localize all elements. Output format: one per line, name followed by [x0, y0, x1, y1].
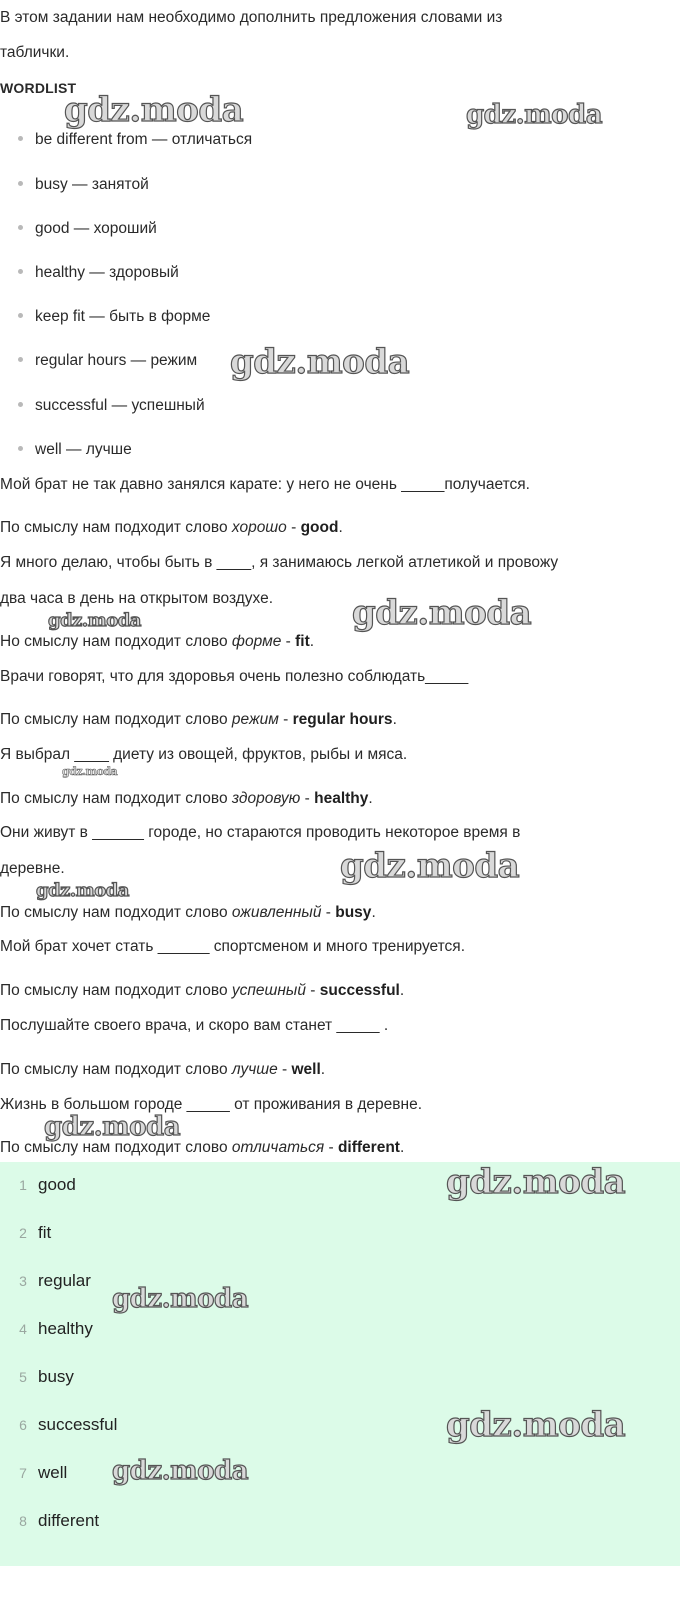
- watermark: gdz.moda: [64, 90, 244, 130]
- task-sentence: Я много делаю, чтобы быть в ____, я занимаюсь легкой атлетикой и провожу: [0, 554, 559, 571]
- task-sentence: Жизнь в большом городе _____ от проживания в деревне.: [0, 1096, 423, 1113]
- task-sentence: Мой брат хочет стать ______ спортсменом и много тренируется.: [0, 938, 465, 955]
- wordlist-item: keep fit — быть в форме: [18, 307, 210, 327]
- bullet-icon: [18, 357, 23, 362]
- answer-word: good: [38, 1175, 76, 1194]
- bullet-icon: [18, 136, 23, 141]
- watermark: gdz.moda: [446, 1162, 626, 1202]
- bullet-icon: [18, 225, 23, 230]
- answer-word: successful: [38, 1415, 118, 1434]
- bullet-icon: [18, 402, 23, 407]
- task-sentence: деревне.: [0, 860, 65, 877]
- task-sentence: Они живут в ______ городе, но стараются проводить некоторое время в: [0, 824, 521, 841]
- answer-number: 7: [19, 1465, 27, 1481]
- answer-number: 5: [19, 1369, 27, 1385]
- task-sentence: два часа в день на открытом воздухе.: [0, 590, 274, 607]
- watermark: gdz.moda: [112, 1284, 249, 1314]
- answer-number: 8: [19, 1513, 27, 1529]
- task-answer: По смыслу нам подходит слово оживленный - busy.: [0, 904, 376, 921]
- answer-word: different: [38, 1511, 100, 1530]
- answer-word: fit: [38, 1223, 52, 1242]
- watermark: gdz.moda: [230, 342, 410, 382]
- intro-line-1: В этом задании нам необходимо дополнить предложения словами из: [0, 9, 503, 26]
- answer-word: busy: [38, 1367, 74, 1386]
- answer-number: 6: [19, 1417, 27, 1433]
- task-sentence: Врачи говорят, что для здоровья очень полезно соблюдать_____: [0, 668, 469, 685]
- watermark: gdz.moda: [446, 1405, 626, 1445]
- task-answer: Но смыслу нам подходит слово форме - fit.: [0, 633, 315, 650]
- wordlist-item: successful — успешный: [18, 396, 205, 416]
- wordlist-item: be different from — отличаться: [18, 130, 252, 150]
- watermark: gdz.moda: [44, 1112, 181, 1142]
- wordlist-item: healthy — здоровый: [18, 263, 179, 283]
- intro-line-2: таблички.: [0, 44, 70, 61]
- wordlist-item: good — хороший: [18, 219, 157, 239]
- watermark: gdz.moda: [466, 100, 603, 130]
- watermark: gdz.moda: [48, 610, 141, 631]
- wordlist-item: well — лучше: [18, 440, 132, 460]
- bullet-icon: [18, 181, 23, 186]
- task-sentence: Мой брат не так давно занялся карате: у него не очень _____получается.: [0, 476, 530, 493]
- task-sentence: Послушайте своего врача, и скоро вам станет _____ .: [0, 1017, 389, 1034]
- bullet-icon: [18, 446, 23, 451]
- task-answer: По смыслу нам подходит слово лучше - well.: [0, 1061, 326, 1078]
- task-answer: По смыслу нам подходит слово успешный - successful.: [0, 982, 405, 999]
- task-answer: По смыслу нам подходит слово хорошо - good.: [0, 519, 343, 536]
- wordlist-item: regular hours — режим: [18, 351, 197, 371]
- watermark: gdz.moda: [112, 1456, 249, 1486]
- answer-number: 2: [19, 1225, 27, 1241]
- wordlist-item: busy — занятой: [18, 175, 149, 195]
- task-answer: По смыслу нам подходит слово отличаться - different.: [0, 1139, 405, 1156]
- watermark: gdz.moda: [340, 846, 520, 886]
- task-answer: По смыслу нам подходит слово здоровую - healthy.: [0, 790, 373, 807]
- answer-number: 4: [19, 1321, 27, 1337]
- task-answer: По смыслу нам подходит слово режим - regular hours.: [0, 711, 397, 728]
- wordlist-heading: WORDLIST: [0, 80, 77, 96]
- answer-word: regular: [38, 1271, 91, 1290]
- answer-list: [0, 1162, 680, 1566]
- answer-word: well: [38, 1463, 68, 1482]
- answer-word: healthy: [38, 1319, 93, 1338]
- answer-number: 3: [19, 1273, 27, 1289]
- answer-number: 1: [19, 1177, 27, 1193]
- bullet-icon: [18, 313, 23, 318]
- task-sentence: Я выбрал ____ диету из овощей, фруктов, рыбы и мяса.: [0, 746, 408, 763]
- watermark: gdz.moda: [352, 593, 532, 633]
- bullet-icon: [18, 269, 23, 274]
- watermark: gdz.moda: [62, 765, 118, 778]
- watermark: gdz.moda: [36, 880, 129, 901]
